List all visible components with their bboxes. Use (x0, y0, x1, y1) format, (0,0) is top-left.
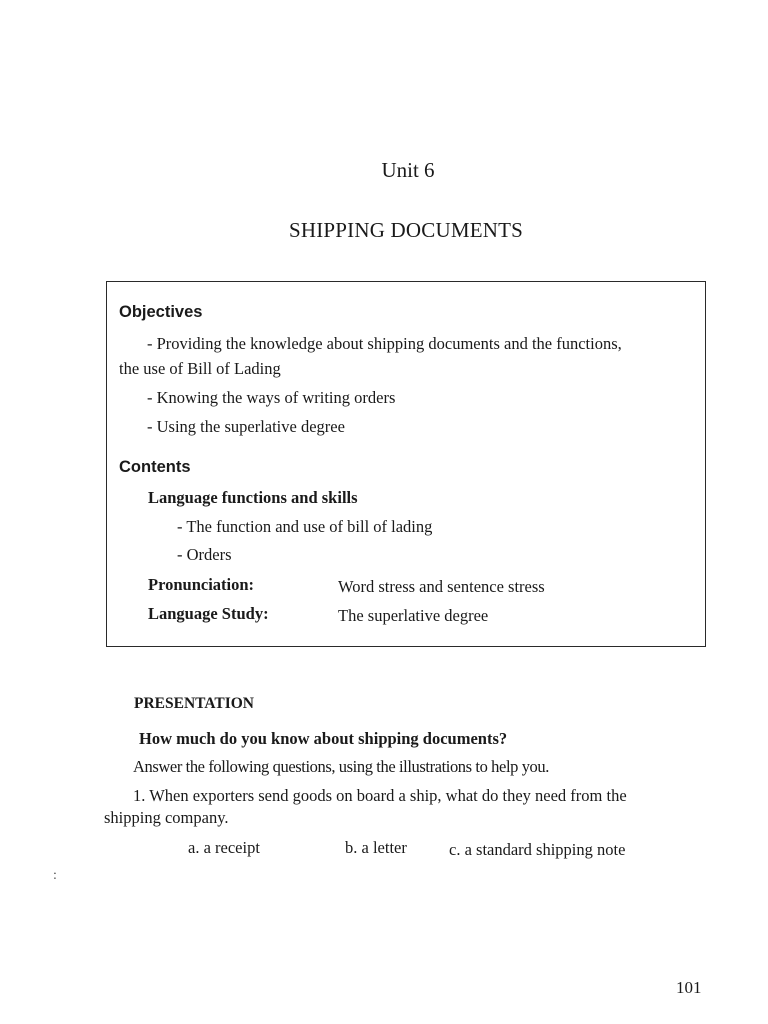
question-1-line-1: 1. When exporters send goods on board a ship, what do they need from the (133, 786, 627, 805)
unit-title: SHIPPING DOCUMENTS (288, 218, 524, 242)
pronunciation-value: Word stress and sentence stress (338, 577, 545, 596)
language-functions-heading: Language functions and skills (148, 488, 358, 507)
contents-heading: Contents (119, 458, 191, 476)
margin-mark: : (53, 868, 57, 883)
function-item-2: - Orders (177, 545, 232, 564)
objective-item-3: - Using the superlative degree (147, 417, 345, 436)
question-heading: How much do you know about shipping documents? (139, 729, 508, 748)
language-study-label: Language Study: (148, 604, 269, 623)
option-b: b. a letter (345, 838, 407, 857)
pronunciation-label: Pronunciation: (148, 575, 255, 594)
objective-item-1: - Providing the knowledge about shipping documents and the functions, (147, 334, 622, 353)
question-1-line-2: shipping company. (104, 808, 229, 827)
objectives-heading: Objectives (119, 303, 203, 321)
instruction-text: Answer the following questions, using the illustrations to help you. (133, 757, 549, 776)
objective-item-2: - Knowing the ways of writing orders (147, 388, 396, 407)
function-item-1: - The function and use of bill of lading (177, 517, 433, 536)
presentation-heading: PRESENTATION (134, 695, 255, 712)
unit-label: Unit 6 (381, 158, 435, 182)
objective-item-1-cont: the use of Bill of Lading (119, 359, 281, 378)
page-number: 101 (676, 978, 702, 997)
option-a: a. a receipt (188, 838, 260, 857)
option-c: c. a standard shipping note (449, 840, 626, 859)
language-study-value: The superlative degree (338, 606, 489, 625)
